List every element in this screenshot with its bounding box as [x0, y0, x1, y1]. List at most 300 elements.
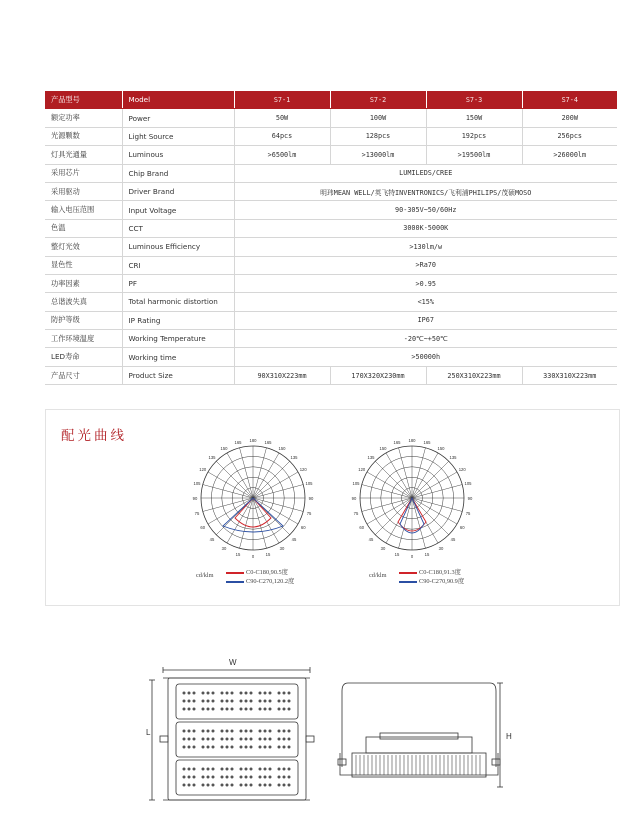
led-dot	[231, 708, 234, 711]
polar-spoke	[367, 498, 412, 524]
led-dot	[221, 730, 224, 733]
angle-label: 60	[300, 525, 306, 530]
led-dot	[231, 768, 234, 771]
spec-row-en-label: Luminous	[122, 146, 234, 164]
led-dot	[231, 692, 234, 695]
led-dot	[264, 784, 267, 787]
led-dot	[188, 692, 191, 695]
header-en: Model	[122, 91, 234, 109]
led-dot	[207, 692, 210, 695]
led-dot	[250, 738, 253, 741]
led-dot	[188, 700, 191, 703]
legend-1-c90	[226, 576, 294, 585]
polar-spoke	[412, 453, 438, 498]
spec-row	[45, 201, 617, 219]
spec-row-cn-label: 灯具光通量	[45, 146, 122, 164]
spec-row-en-label: IP Rating	[122, 311, 234, 329]
led-dot	[278, 700, 281, 703]
angle-label: 120	[199, 467, 207, 472]
legend-2-unit: cd/klm	[369, 572, 387, 579]
spec-value-cell: 250X310X223mm	[426, 366, 522, 384]
led-dot	[264, 730, 267, 733]
angle-label: 150	[379, 445, 387, 451]
led-dot	[221, 708, 224, 711]
angle-label: 15	[235, 552, 241, 558]
led-dot	[212, 708, 215, 711]
led-dot	[188, 708, 191, 711]
spec-value-cell: 50W	[234, 109, 330, 127]
angle-label: 0	[251, 554, 255, 559]
led-dot	[207, 776, 210, 779]
spec-table	[45, 91, 617, 385]
polar-spoke	[412, 472, 457, 498]
led-dot	[207, 738, 210, 741]
polar-spoke	[412, 485, 462, 498]
led-dot	[264, 746, 267, 749]
legend-2-c90	[399, 576, 464, 585]
led-dot	[240, 708, 243, 711]
led-dot	[188, 784, 191, 787]
spec-value-cell: 128pcs	[330, 127, 426, 145]
polar-spoke	[216, 461, 253, 498]
led-dot	[283, 700, 286, 703]
led-dot	[226, 708, 229, 711]
led-dot	[283, 730, 286, 733]
angle-label: 90	[192, 496, 198, 501]
led-dot	[231, 784, 234, 787]
led-dot	[283, 746, 286, 749]
led-dot	[288, 738, 291, 741]
spec-value-cell: >50000h	[234, 348, 617, 366]
led-dot	[207, 784, 210, 787]
legend-1-c0	[226, 567, 288, 576]
led-dot	[226, 692, 229, 695]
led-dot	[259, 768, 262, 771]
polar-spoke	[227, 453, 253, 498]
led-dot	[188, 730, 191, 733]
led-dot	[278, 738, 281, 741]
led-dot	[231, 730, 234, 733]
led-dot	[259, 708, 262, 711]
spec-row-en-label: Working time	[122, 348, 234, 366]
spec-row-en-label: Driver Brand	[122, 182, 234, 200]
led-dot	[269, 730, 272, 733]
angle-label: 105	[193, 480, 201, 486]
led-dot	[212, 692, 215, 695]
spec-value-cell: >13000lm	[330, 146, 426, 164]
led-dot	[188, 768, 191, 771]
spec-value-cell: 256pcs	[522, 127, 617, 145]
led-dot	[183, 692, 186, 695]
spec-row-cn-label: 总谐波失真	[45, 293, 122, 311]
angle-label: 165	[393, 439, 401, 445]
model-s7-3: S7-3	[426, 91, 522, 109]
led-dot	[183, 738, 186, 741]
spec-value-cell: 192pcs	[426, 127, 522, 145]
polar-chart-2	[353, 435, 471, 563]
angle-label: 180	[249, 438, 257, 443]
led-dot	[226, 768, 229, 771]
spec-row	[45, 256, 617, 274]
spec-value-cell: LUMILEDS/CREE	[234, 164, 617, 182]
led-dot	[193, 746, 196, 749]
header-cn: 产品型号	[45, 91, 122, 109]
led-dot	[207, 700, 210, 703]
spec-row-cn-label: 色温	[45, 219, 122, 237]
led-dot	[193, 768, 196, 771]
led-dot	[221, 738, 224, 741]
spec-value-cell: >130lm/w	[234, 238, 617, 256]
led-dot	[245, 730, 248, 733]
polar-spoke	[412, 448, 425, 498]
spec-row-cn-label: 采用芯片	[45, 164, 122, 182]
spec-row-cn-label: 输入电压范围	[45, 201, 122, 219]
led-dot	[250, 776, 253, 779]
led-dot	[283, 784, 286, 787]
led-dot	[226, 730, 229, 733]
angle-label: 15	[394, 552, 400, 558]
model-s7-4: S7-4	[522, 91, 617, 109]
led-dot	[240, 784, 243, 787]
led-dot	[264, 776, 267, 779]
angle-label: 30	[438, 546, 444, 552]
led-dot	[250, 700, 253, 703]
led-dot	[202, 700, 205, 703]
spec-row	[45, 146, 617, 164]
angle-label: 135	[290, 454, 298, 460]
width-label: W	[229, 658, 237, 667]
led-dot	[264, 738, 267, 741]
spec-value-cell: -20℃~+50℃	[234, 330, 617, 348]
polar-spoke	[208, 472, 253, 498]
angle-label: 150	[437, 445, 445, 451]
angle-label: 60	[200, 525, 206, 530]
side-view-drawing	[330, 675, 510, 800]
led-dot	[278, 768, 281, 771]
led-dot	[240, 768, 243, 771]
front-view-drawing	[140, 660, 330, 810]
spec-value-cell: >19500lm	[426, 146, 522, 164]
led-dot	[245, 692, 248, 695]
spec-row-cn-label: 光源颗数	[45, 127, 122, 145]
led-dot	[221, 768, 224, 771]
led-dot	[207, 746, 210, 749]
led-dot	[231, 746, 234, 749]
led-dot	[226, 784, 229, 787]
spec-row-en-label: Luminous Efficiency	[122, 238, 234, 256]
spec-value-cell: 100W	[330, 109, 426, 127]
led-dot	[278, 730, 281, 733]
led-dot	[269, 700, 272, 703]
polar-spoke	[253, 498, 298, 524]
led-dot	[245, 784, 248, 787]
legend-1-c90-label: C90-C270,120.2度	[246, 578, 295, 585]
polar-spoke	[240, 448, 253, 498]
led-dot	[259, 730, 262, 733]
angle-label: 150	[278, 445, 286, 451]
led-dot	[226, 700, 229, 703]
polar-spoke	[253, 453, 279, 498]
spec-row	[45, 109, 617, 127]
polar-spoke	[412, 461, 449, 498]
angle-label: 45	[291, 537, 297, 543]
light-curve-title: 配光曲线	[61, 428, 127, 444]
led-dot	[212, 700, 215, 703]
angle-label: 30	[221, 546, 227, 552]
led-dot	[278, 708, 281, 711]
polar-spoke	[253, 461, 290, 498]
led-dot	[264, 692, 267, 695]
led-dot	[240, 700, 243, 703]
spec-row	[45, 348, 617, 366]
led-dot	[202, 708, 205, 711]
angle-label: 135	[208, 454, 216, 460]
spec-value-cell: 90X310X223mm	[234, 366, 330, 384]
angle-label: 75	[353, 511, 359, 517]
polar-spoke	[227, 498, 253, 543]
spec-value-cell: >6500lm	[234, 146, 330, 164]
led-dot	[212, 746, 215, 749]
spec-row	[45, 274, 617, 292]
led-dot	[221, 746, 224, 749]
polar-spoke	[253, 472, 298, 498]
led-dot	[250, 708, 253, 711]
spec-value-cell: 90-305V~50/60Hz	[234, 201, 617, 219]
spec-row	[45, 238, 617, 256]
spec-row-en-label: CCT	[122, 219, 234, 237]
led-dot	[250, 692, 253, 695]
angle-label: 90	[467, 496, 473, 501]
led-dot	[269, 768, 272, 771]
polar-spoke	[203, 485, 253, 498]
led-dot	[193, 692, 196, 695]
led-dot	[259, 776, 262, 779]
led-dot	[183, 730, 186, 733]
led-dot	[288, 768, 291, 771]
led-dot	[183, 784, 186, 787]
spec-row-en-label: Chip Brand	[122, 164, 234, 182]
angle-label: 0	[410, 554, 414, 559]
angle-label: 135	[449, 454, 457, 460]
polar-spoke	[208, 498, 253, 524]
led-dot	[212, 730, 215, 733]
polar-spoke	[253, 498, 279, 543]
spec-value-cell: IP67	[234, 311, 617, 329]
polar-chart-1	[194, 435, 312, 563]
legend-2-c0	[399, 567, 461, 576]
led-dot	[207, 730, 210, 733]
spec-value-cell: >Ra70	[234, 256, 617, 274]
spec-row-en-label: Product Size	[122, 366, 234, 384]
led-dot	[202, 768, 205, 771]
polar-spoke	[375, 461, 412, 498]
led-dot	[283, 738, 286, 741]
led-dot	[240, 692, 243, 695]
led-dot	[193, 730, 196, 733]
led-dot	[245, 776, 248, 779]
angle-label: 60	[359, 525, 365, 530]
led-dot	[221, 700, 224, 703]
led-dot	[212, 738, 215, 741]
led-dot	[226, 746, 229, 749]
spec-row-en-label: Total harmonic distortion	[122, 293, 234, 311]
led-dot	[183, 746, 186, 749]
angle-label: 150	[220, 445, 228, 451]
led-dot	[259, 784, 262, 787]
spec-row-cn-label: 额定功率	[45, 109, 122, 127]
angle-label: 165	[234, 439, 242, 445]
angle-label: 45	[368, 537, 374, 543]
led-dot	[212, 768, 215, 771]
height-label: H	[506, 732, 512, 741]
led-dot	[183, 776, 186, 779]
led-dot	[226, 738, 229, 741]
led-dot	[221, 776, 224, 779]
angle-label: 165	[423, 439, 431, 445]
spec-row-cn-label: 产品尺寸	[45, 366, 122, 384]
led-dot	[188, 746, 191, 749]
spec-value-cell: 200W	[522, 109, 617, 127]
led-dot	[259, 700, 262, 703]
spec-row-cn-label: 防护等级	[45, 311, 122, 329]
spec-row-cn-label: 功率因素	[45, 274, 122, 292]
led-dot	[250, 730, 253, 733]
spec-row	[45, 127, 617, 145]
led-dot	[264, 700, 267, 703]
led-dot	[278, 776, 281, 779]
model-s7-1: S7-1	[234, 91, 330, 109]
led-dot	[240, 746, 243, 749]
led-dot	[202, 692, 205, 695]
led-dot	[202, 746, 205, 749]
led-dot	[259, 692, 262, 695]
led-dot	[202, 776, 205, 779]
led-dot	[245, 738, 248, 741]
spec-value-cell: 170X320X230mm	[330, 366, 426, 384]
angle-label: 105	[352, 480, 360, 486]
led-dot	[226, 776, 229, 779]
angle-label: 30	[279, 546, 285, 552]
spec-row	[45, 330, 617, 348]
led-dot	[288, 708, 291, 711]
spec-row-cn-label: 工作环境温度	[45, 330, 122, 348]
led-dot	[269, 708, 272, 711]
light-distribution-panel	[45, 409, 620, 606]
spec-row	[45, 366, 617, 384]
led-dot	[288, 700, 291, 703]
led-dot	[193, 776, 196, 779]
led-dot	[245, 708, 248, 711]
led-dot	[202, 730, 205, 733]
angle-label: 165	[264, 439, 272, 445]
spec-value-cell: <15%	[234, 293, 617, 311]
led-dot	[245, 700, 248, 703]
led-dot	[288, 692, 291, 695]
led-dot	[288, 730, 291, 733]
angle-label: 180	[408, 438, 416, 443]
led-dot	[269, 738, 272, 741]
spec-row	[45, 182, 617, 200]
led-dot	[240, 730, 243, 733]
led-dot	[269, 776, 272, 779]
spec-row-en-label: Working Temperature	[122, 330, 234, 348]
led-dot	[278, 692, 281, 695]
spec-value-cell: >0.95	[234, 274, 617, 292]
model-s7-2: S7-2	[330, 91, 426, 109]
led-dot	[245, 768, 248, 771]
spec-row	[45, 293, 617, 311]
led-dot	[288, 784, 291, 787]
polar-spoke	[367, 472, 412, 498]
polar-spoke	[253, 448, 266, 498]
polar-spoke	[253, 485, 303, 498]
angle-label: 120	[458, 467, 466, 472]
led-dot	[269, 746, 272, 749]
angle-label: 75	[306, 511, 312, 517]
led-dot	[193, 700, 196, 703]
led-dot	[212, 776, 215, 779]
led-dot	[269, 784, 272, 787]
angle-label: 90	[351, 496, 357, 501]
led-dot	[231, 738, 234, 741]
length-label: L	[146, 728, 151, 737]
led-dot	[283, 768, 286, 771]
spec-table-body	[45, 91, 617, 385]
led-dot	[283, 776, 286, 779]
angle-label: 30	[380, 546, 386, 552]
spec-row-en-label: Input Voltage	[122, 201, 234, 219]
led-dot	[283, 692, 286, 695]
led-dot	[188, 776, 191, 779]
spec-value-cell: 150W	[426, 109, 522, 127]
led-dot	[250, 746, 253, 749]
legend-1-c0-label: C0-C180,90.5度	[246, 569, 288, 576]
angle-label: 75	[194, 511, 200, 517]
spec-row-en-label: Power	[122, 109, 234, 127]
led-dot	[278, 746, 281, 749]
led-dot	[231, 776, 234, 779]
spec-row-cn-label: LED寿命	[45, 348, 122, 366]
led-dot	[240, 776, 243, 779]
spec-row	[45, 219, 617, 237]
spec-row-en-label: PF	[122, 274, 234, 292]
spec-value-cell: >26000lm	[522, 146, 617, 164]
led-dot	[183, 700, 186, 703]
angle-label: 60	[459, 525, 465, 530]
polar-spoke	[362, 498, 412, 511]
led-dot	[221, 784, 224, 787]
legend-1-unit: cd/klm	[196, 572, 214, 579]
led-dot	[264, 708, 267, 711]
spec-row-en-label: Light Source	[122, 127, 234, 145]
led-dot	[193, 738, 196, 741]
led-dot	[193, 708, 196, 711]
led-dot	[188, 738, 191, 741]
led-dot	[245, 746, 248, 749]
led-dot	[264, 768, 267, 771]
led-dot	[259, 738, 262, 741]
angle-label: 45	[450, 537, 456, 543]
led-dot	[183, 768, 186, 771]
led-dot	[283, 708, 286, 711]
polar-spoke	[412, 498, 462, 511]
led-dot	[202, 738, 205, 741]
led-dot	[250, 768, 253, 771]
angle-label: 105	[305, 480, 313, 486]
led-dot	[207, 708, 210, 711]
polar-spoke	[399, 448, 412, 498]
spec-value-cell: 明玮MEAN WELL/英飞特INVENTRONICS/飞利浦PHILIPS/茂硕MOSO	[234, 182, 617, 200]
